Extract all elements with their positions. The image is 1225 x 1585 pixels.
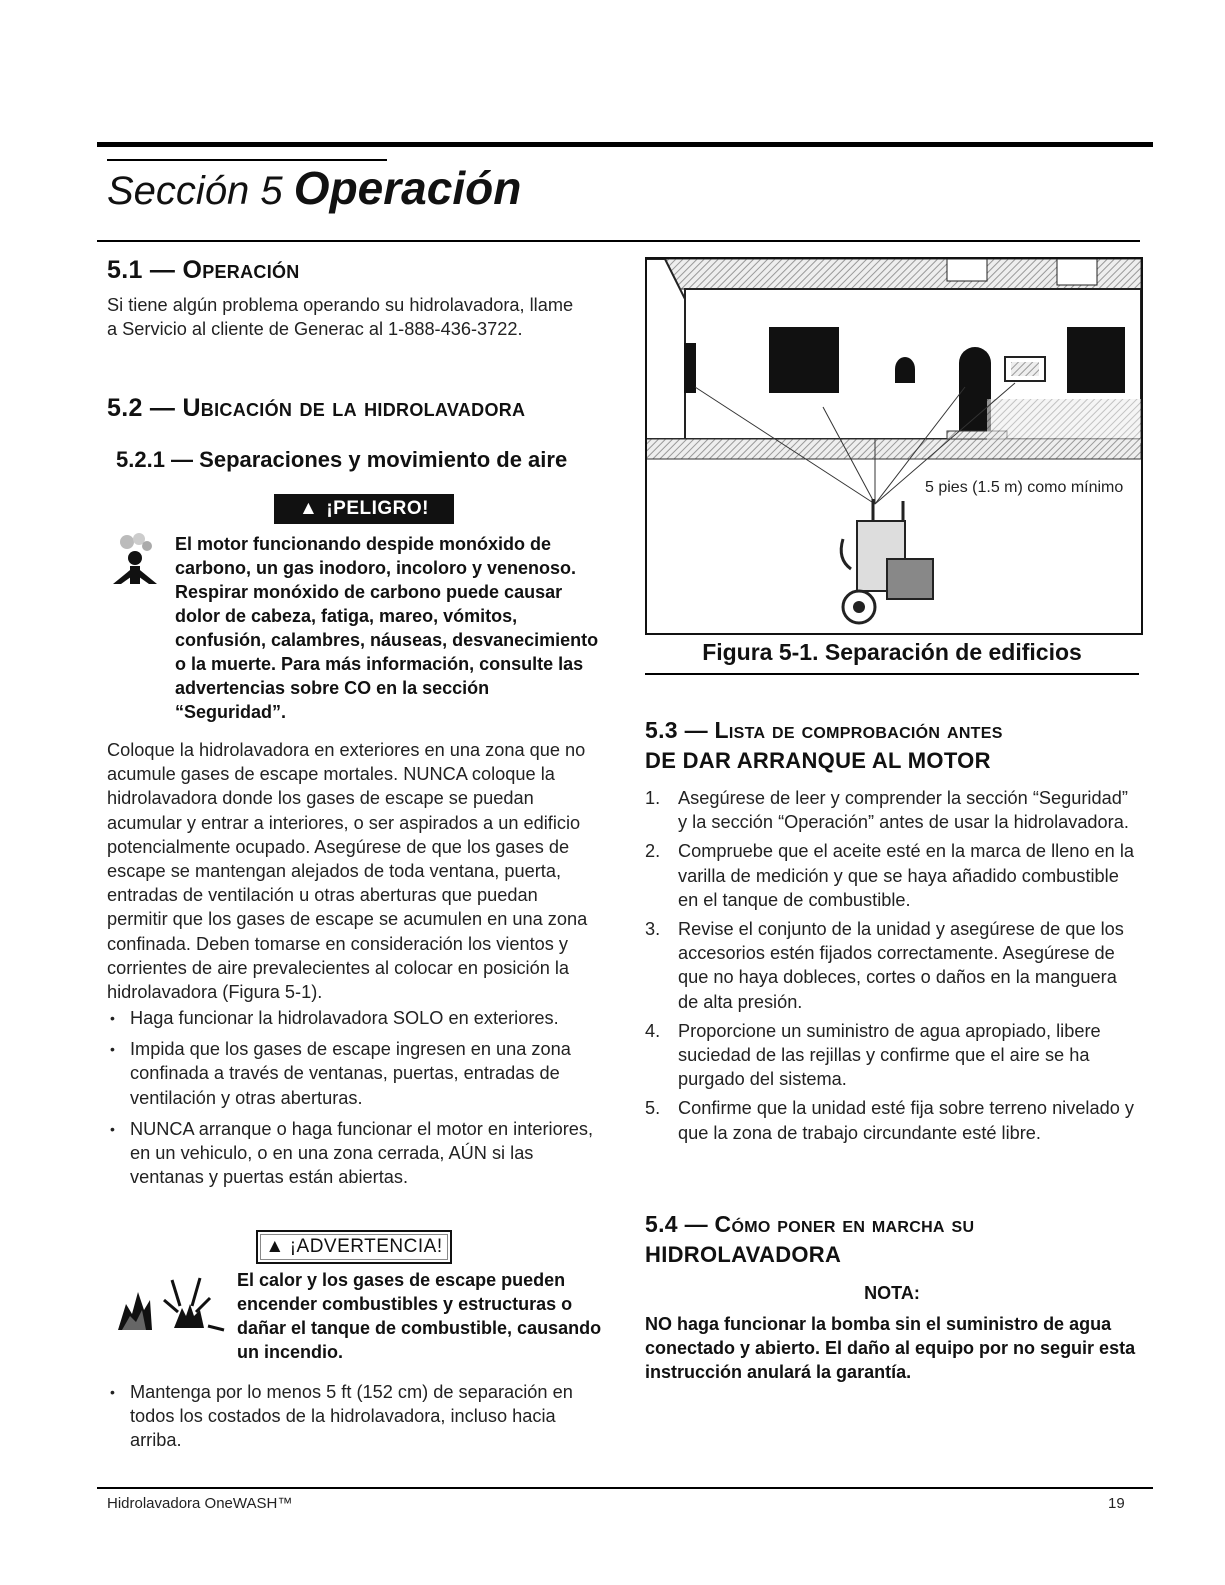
list-item: 1. Asegúrese de leer y comprender la sección “Seguridad” y la sección “Operación” antes de usar la hidrolavadora.: [645, 788, 1129, 833]
figure-building-clearance: [645, 257, 1143, 635]
section-prefix: Sección 5: [107, 169, 283, 213]
checklist: [645, 786, 1139, 1150]
top-thick-rule: [97, 142, 1153, 147]
list-item: 2. Compruebe que el aceite esté en la marca de lleno en la varilla de medición y que se haya añadido combustible en el tanque de combustible.: [645, 841, 1134, 910]
section-5-2-body: Coloque la hidrolavadora en exteriores en una zona que no acumule gases de escape mortales. NUNCA coloque la hidrolavadora donde los gases de escape se puedan acumular y entrar a interiores, o ser aspirados a un edificio potencialmente ocupado. Asegúrese de que los gases de escape se mantengan alejados de toda ventana, puerta, entradas de ventilación u otras aberturas que puedan permitir que los gases de escape se acumulen en una zona confinada. Deben tomarse en consideración los vientos y corrientes de aire prevalecientes al colocar en posición la hidrolavadora (Figura 5-1).: [107, 740, 588, 1003]
note-label: NOTA:: [864, 1283, 920, 1303]
list-item: 4. Proporcione un suministro de agua apropiado, libere suciedad de las rejillas y confirme que el aire se ha purgado del sistema.: [645, 1020, 1101, 1090]
section-5-2-1-title: 5.2.1 — Separaciones y movimiento de aire: [116, 447, 568, 472]
pressure-washer-icon: [841, 499, 933, 623]
section-5-1-title: 5.1 — Operación: [107, 256, 300, 284]
heading-short-rule: [107, 159, 387, 161]
warning-badge: [256, 1230, 452, 1264]
list-item: • Impida que los gases de escape ingresen en una zona confinada a través de ventanas, puertas, entradas de ventilación y otras aberturas.: [110, 1037, 602, 1110]
fire-explosion-icon: [112, 1270, 232, 1340]
section-5-2-bullets: [110, 1006, 602, 1196]
danger-badge: [274, 494, 454, 524]
list-item: • Mantenga por lo menos 5 ft (152 cm) de separación en todos los costados de la hidrolavadora, incluso hacia arriba.: [110, 1380, 602, 1453]
section-5-3-title-line2: DE DAR ARRANQUE AL MOTOR: [645, 748, 991, 773]
warning-triangle-icon: ▲: [299, 498, 319, 519]
section-title: Operación: [293, 162, 522, 214]
list-item: • NUNCA arranque o haga funcionar el motor en interiores, en un vehiculo, o en una zona cerrada, AÚN si las ventanas y puertas están abiertas.: [110, 1117, 602, 1190]
figure-caption: Figura 5-1. Separación de edificios: [702, 639, 1082, 665]
list-item: 5. Confirme que la unidad esté fija sobre terreno nivelado y que la zona de trabajo circundante esté libre.: [645, 1098, 1134, 1143]
page-number: 19: [1108, 1495, 1125, 1512]
section-5-3-title-line1: 5.3 — Lista de comprobación antes: [645, 717, 1003, 743]
danger-label: ¡PELIGRO!: [326, 498, 429, 519]
toxic-gas-person-icon: [103, 530, 167, 590]
section-heading: [107, 164, 521, 215]
note-text: NO haga funcionar la bomba sin el suministro de agua conectado y abierto. El daño al equipo por no seguir esta instrucción anulará la garantía.: [645, 1314, 1136, 1382]
section-5-2-title: 5.2 — Ubicación de la hidrolavadora: [107, 394, 526, 422]
list-item: 3. Revise el conjunto de la unidad y asegúrese de que los accesorios estén fijados correctamente. Asegúrese de que no haya dobleces, cortes o daños en la manguera de alta presión.: [645, 919, 1124, 1012]
list-item: • Haga funcionar la hidrolavadora SOLO en exteriores.: [110, 1006, 602, 1030]
section-5-1-body: Si tiene algún problema operando su hidrolavadora, llame a Servicio al cliente de Generac al 1-888-436-3722.: [107, 295, 574, 340]
warning-triangle-icon: ▲: [265, 1236, 285, 1257]
building-clearance-illustration: [647, 259, 1141, 633]
section-5-2-bullet-last: [110, 1380, 602, 1460]
section-5-4-title-line2: HIDROLAVADORA: [645, 1242, 842, 1267]
heading-bottom-rule: [97, 240, 1140, 242]
warning-label: ¡ADVERTENCIA!: [289, 1236, 443, 1257]
warning-text: El calor y los gases de escape pueden encender combustibles y estructuras o dañar el tanque de combustible, causando un incendio.: [237, 1270, 602, 1362]
danger-text: El motor funcionando despide monóxido de carbono, un gas inodoro, incoloro y venenoso. Respirar monóxido de carbono puede causar dolor de cabeza, fatiga, mareo, vómitos, confusión, calambres, náuseas, desvanecimiento o la muerte. Para más información, consulte las advertencias sobre CO en la sección “Seguridad”.: [175, 534, 599, 722]
footer-rule: [97, 1487, 1153, 1489]
footer-product: Hidrolavadora OneWASH™: [107, 1495, 293, 1512]
figure-caption-rule: [645, 673, 1139, 675]
section-5-4-title-line1: 5.4 — Cómo poner en marcha su: [645, 1211, 975, 1237]
figure-callout: 5 pies (1.5 m) como mínimo: [921, 479, 1127, 497]
